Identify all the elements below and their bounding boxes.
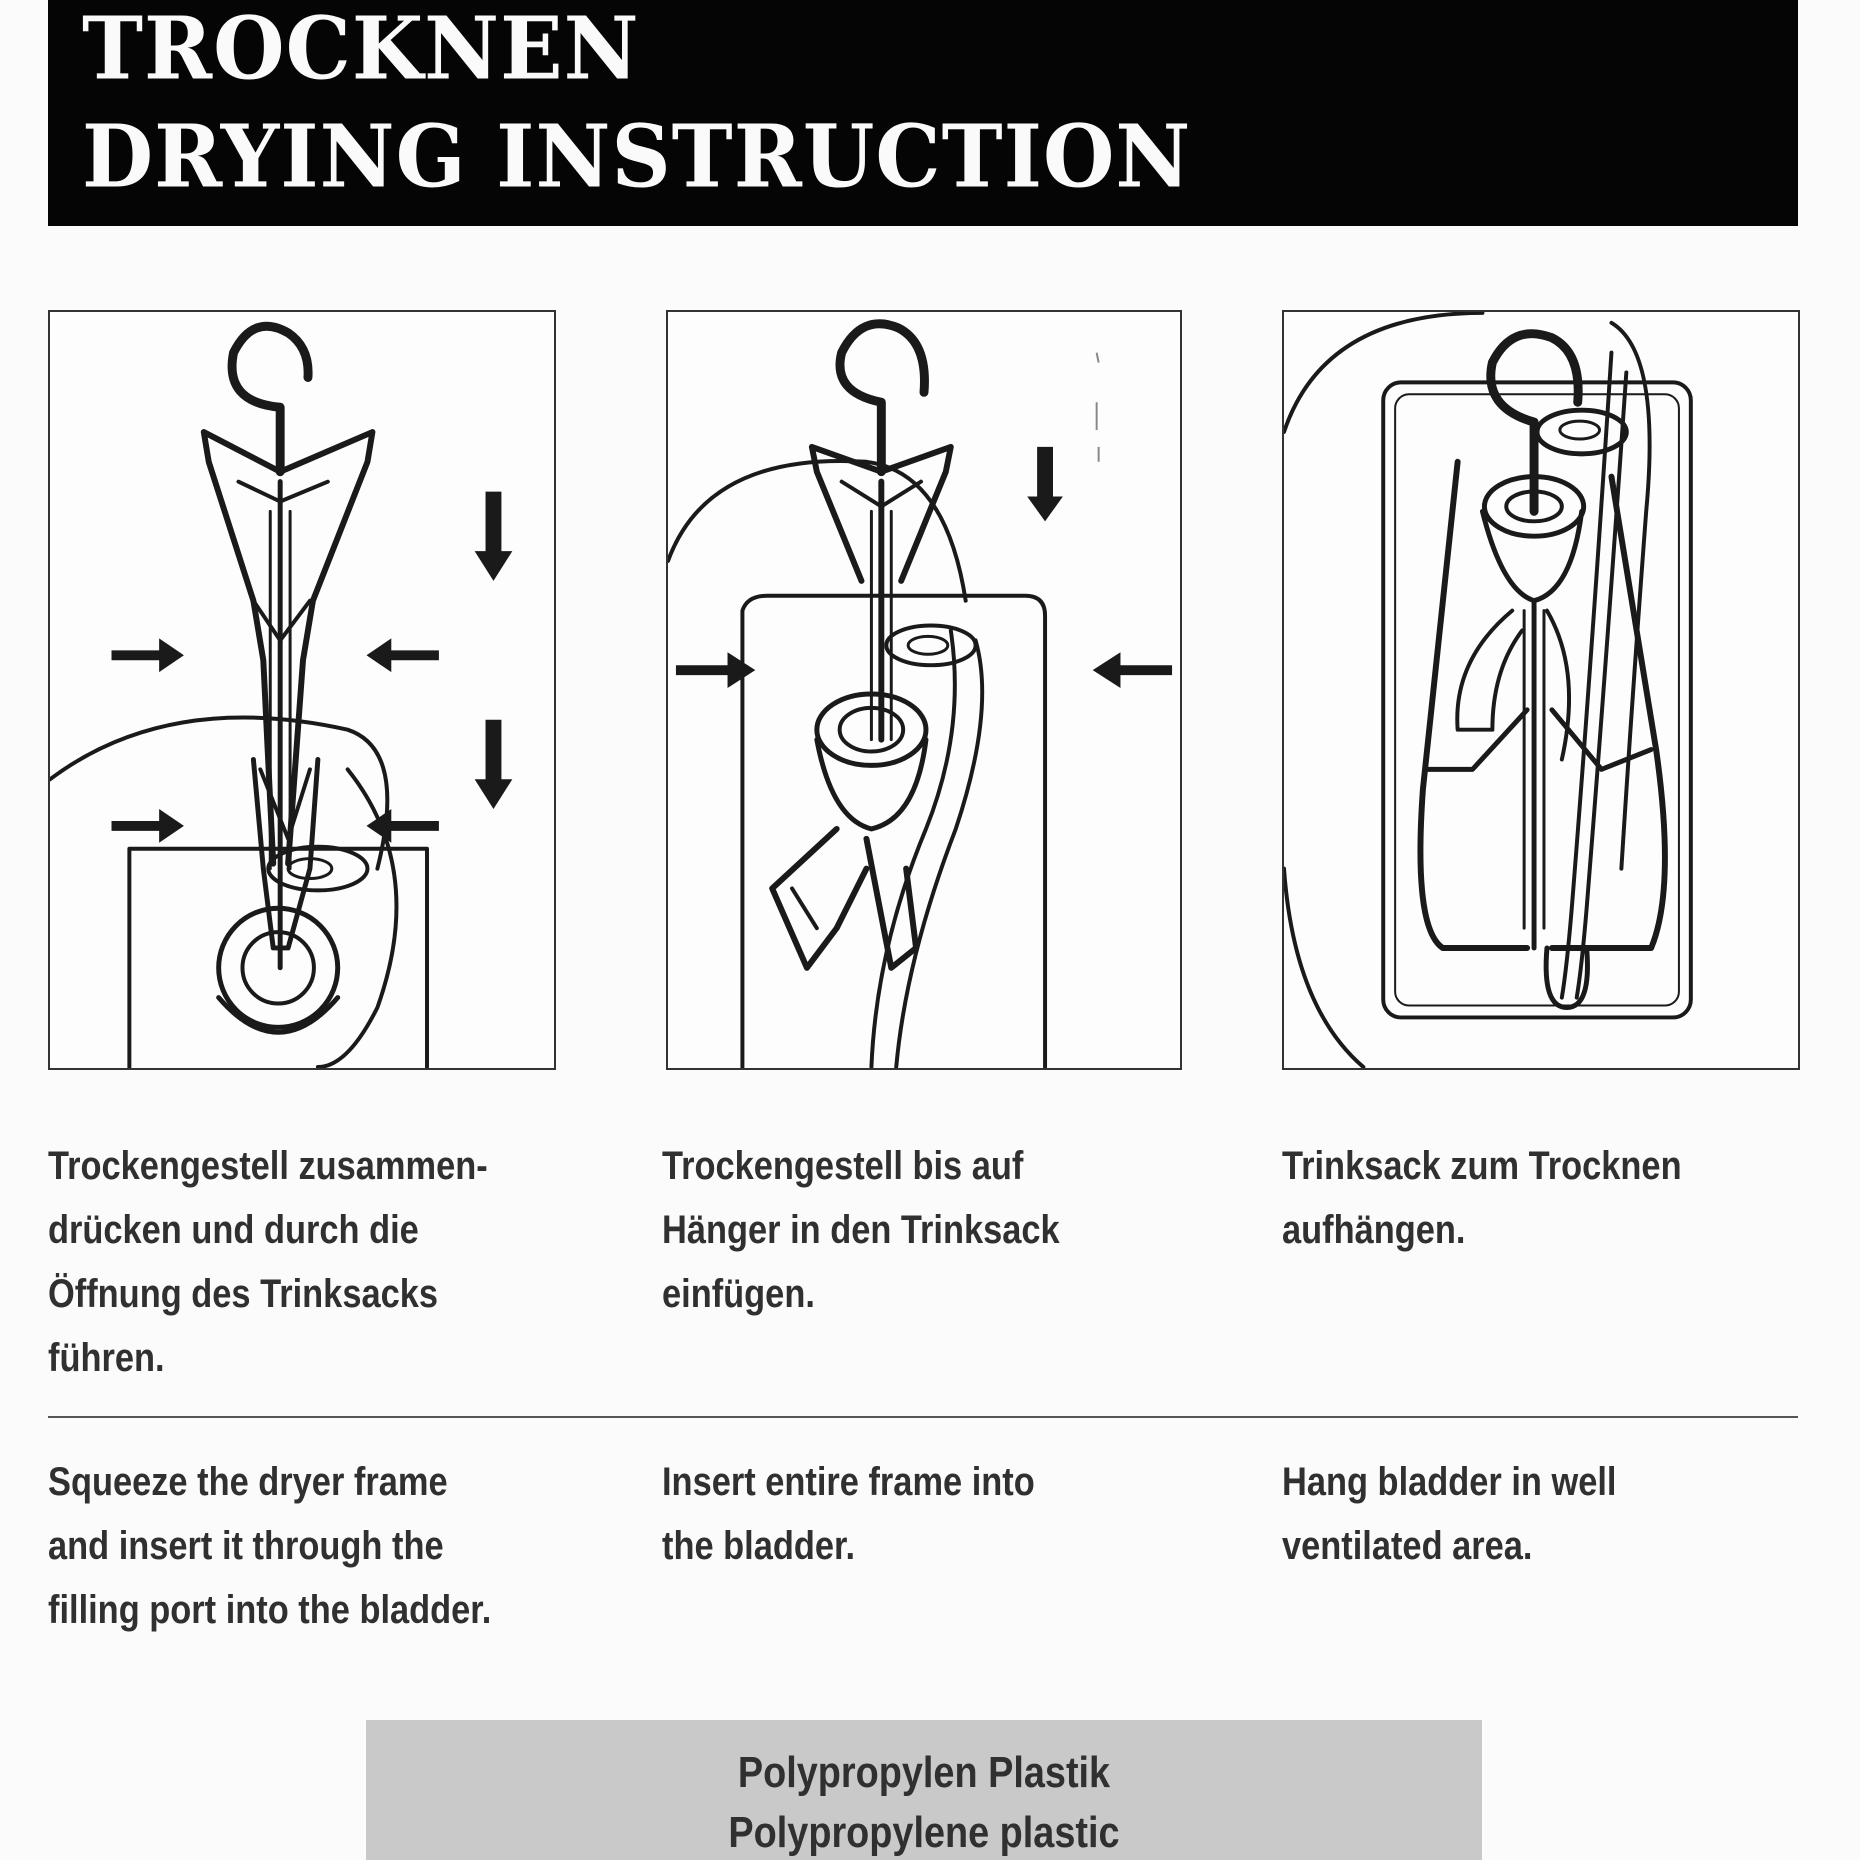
caption-line: einfügen.	[662, 1272, 815, 1316]
divider	[48, 1416, 1798, 1418]
material-german: Polypropylen Plastik	[737, 1748, 1111, 1797]
step-1-caption-english	[48, 1450, 491, 1642]
caption-line: Trinksack zum Trocknen	[1282, 1144, 1682, 1188]
caption-line: the bladder.	[662, 1524, 856, 1568]
caption-line: filling port into the bladder.	[48, 1588, 492, 1632]
title-german: TROCKNEN	[82, 0, 640, 100]
caption-line: drücken und durch die	[48, 1208, 419, 1252]
caption-line: Squeeze the dryer frame	[48, 1460, 448, 1504]
bladder-hanging-icon	[1284, 312, 1798, 1068]
step-1-caption-german	[48, 1134, 488, 1390]
step-2-caption-german	[662, 1134, 1060, 1326]
caption-line: ventilated area.	[1282, 1524, 1533, 1568]
material-english: Polypropylene plastic	[728, 1808, 1120, 1857]
material-info-box	[366, 1720, 1482, 1860]
step-1-illustration	[48, 310, 556, 1070]
caption-line: Hänger in den Trinksack	[662, 1208, 1060, 1252]
title-english: DRYING INSTRUCTION	[82, 106, 1192, 208]
step-3-caption-english	[1282, 1450, 1616, 1578]
caption-line: Trockengestell bis auf	[662, 1144, 1024, 1188]
step-2-illustration	[666, 310, 1182, 1070]
header-banner	[48, 0, 1798, 226]
dryer-frame-squeeze-icon	[50, 312, 554, 1068]
caption-line: Öffnung des Trinksacks	[48, 1272, 438, 1316]
dryer-frame-insert-icon	[668, 312, 1180, 1068]
caption-line: aufhängen.	[1282, 1208, 1466, 1252]
caption-line: Trockengestell zusammen-	[48, 1144, 488, 1188]
caption-line: Insert entire frame into	[662, 1460, 1035, 1504]
step-3-illustration	[1282, 310, 1800, 1070]
step-2-caption-english	[662, 1450, 1035, 1578]
caption-line: führen.	[48, 1336, 165, 1380]
caption-line: Hang bladder in well	[1282, 1460, 1617, 1504]
step-3-caption-german	[1282, 1134, 1682, 1262]
caption-line: and insert it through the	[48, 1524, 444, 1568]
